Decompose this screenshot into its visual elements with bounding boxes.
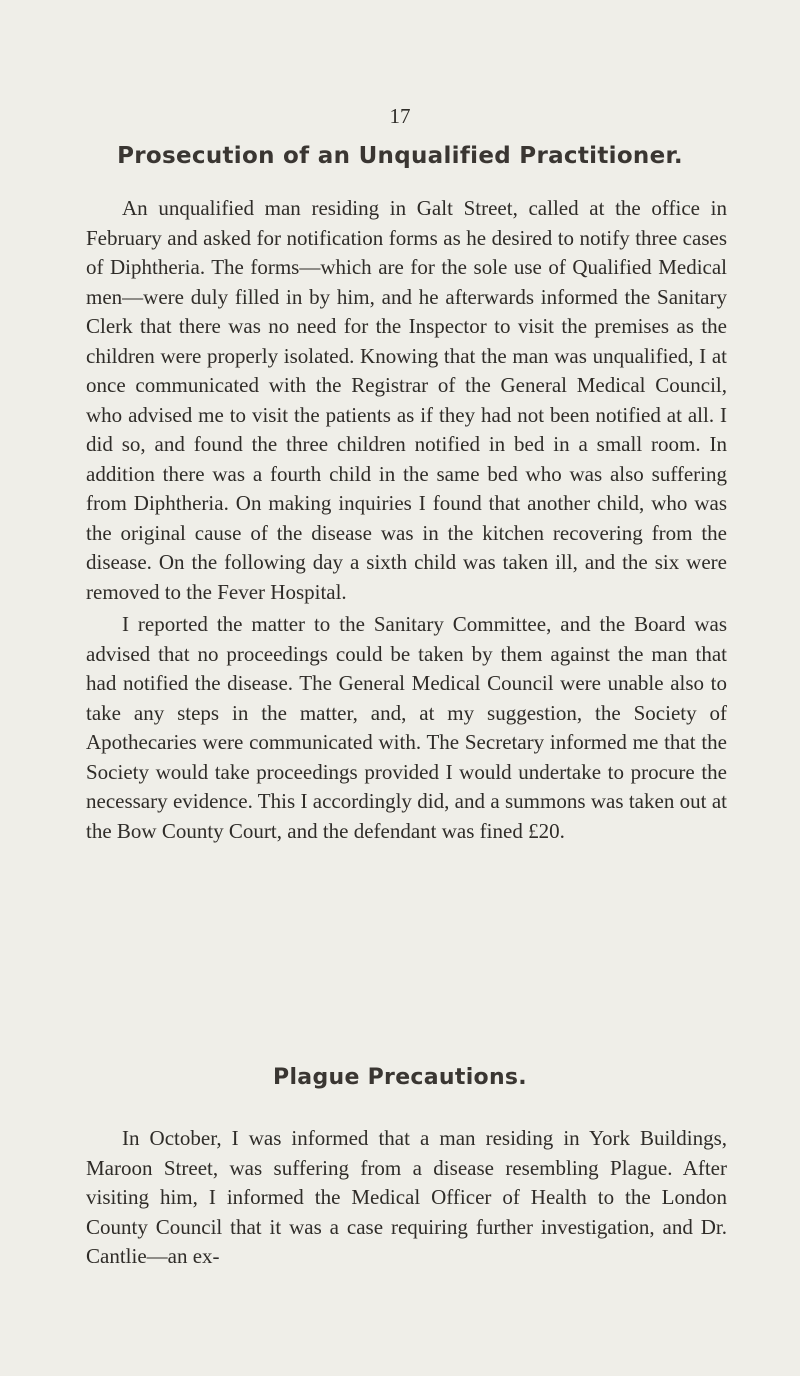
paragraph-prosecution-2: I reported the matter to the Sanitary Committee, and the Board was advised that no proceedings could be taken by them against the man that had notified the disease. The General Medical Council were unable also to take any steps in the matter, and, at my suggestion, the Society of Apothecaries were communicated with. The Secretary informed me that the Society would take proceedings provided I would undertake to procure the necessary evidence. This I accordingly did, and a summons was taken out at the Bow County Court, and the defendant was fined £20.	[86, 612, 727, 843]
page-number: 17	[389, 104, 411, 128]
paragraph-prosecution-1: An unqualified man residing in Galt Street, called at the office in February and asked for notification forms as he desired to notify three cases of Diphtheria. The forms—which are for the sole use of Qualified Medical men—were duly filled in by him, and he afterwards informed the Sanitary Clerk that there was no need for the Inspector to visit the premises as the children were properly isolated. Knowing that the man was unqualified, I at once communicated with the Registrar of the General Medical Council, who advised me to visit the patients as if they had not been notified at all. I did so, and found the three children notified in bed in a small room. In addition there was a fourth child in the same bed who was also suffering from Diphtheria. On making inquiries I found that another child, who was the original cause of the disease was in the kitchen recovering from the disease. On the following day a sixth child was taken ill, and the six were removed to the Fever Hospital.	[86, 196, 727, 604]
paragraph-plague-1: In October, I was informed that a man residing in York Buildings, Maroon Street, was suffering from a disease resembling Plague. After visiting him, I informed the Medical Officer of Health to the London County Council that it was a case requiring further investigation, and Dr. Cantlie—an ex-	[86, 1126, 727, 1268]
section-heading-plague: Plague Precautions.	[273, 1065, 527, 1090]
section-heading-prosecution: Prosecution of an Unqualified Practitioner.	[117, 143, 683, 169]
